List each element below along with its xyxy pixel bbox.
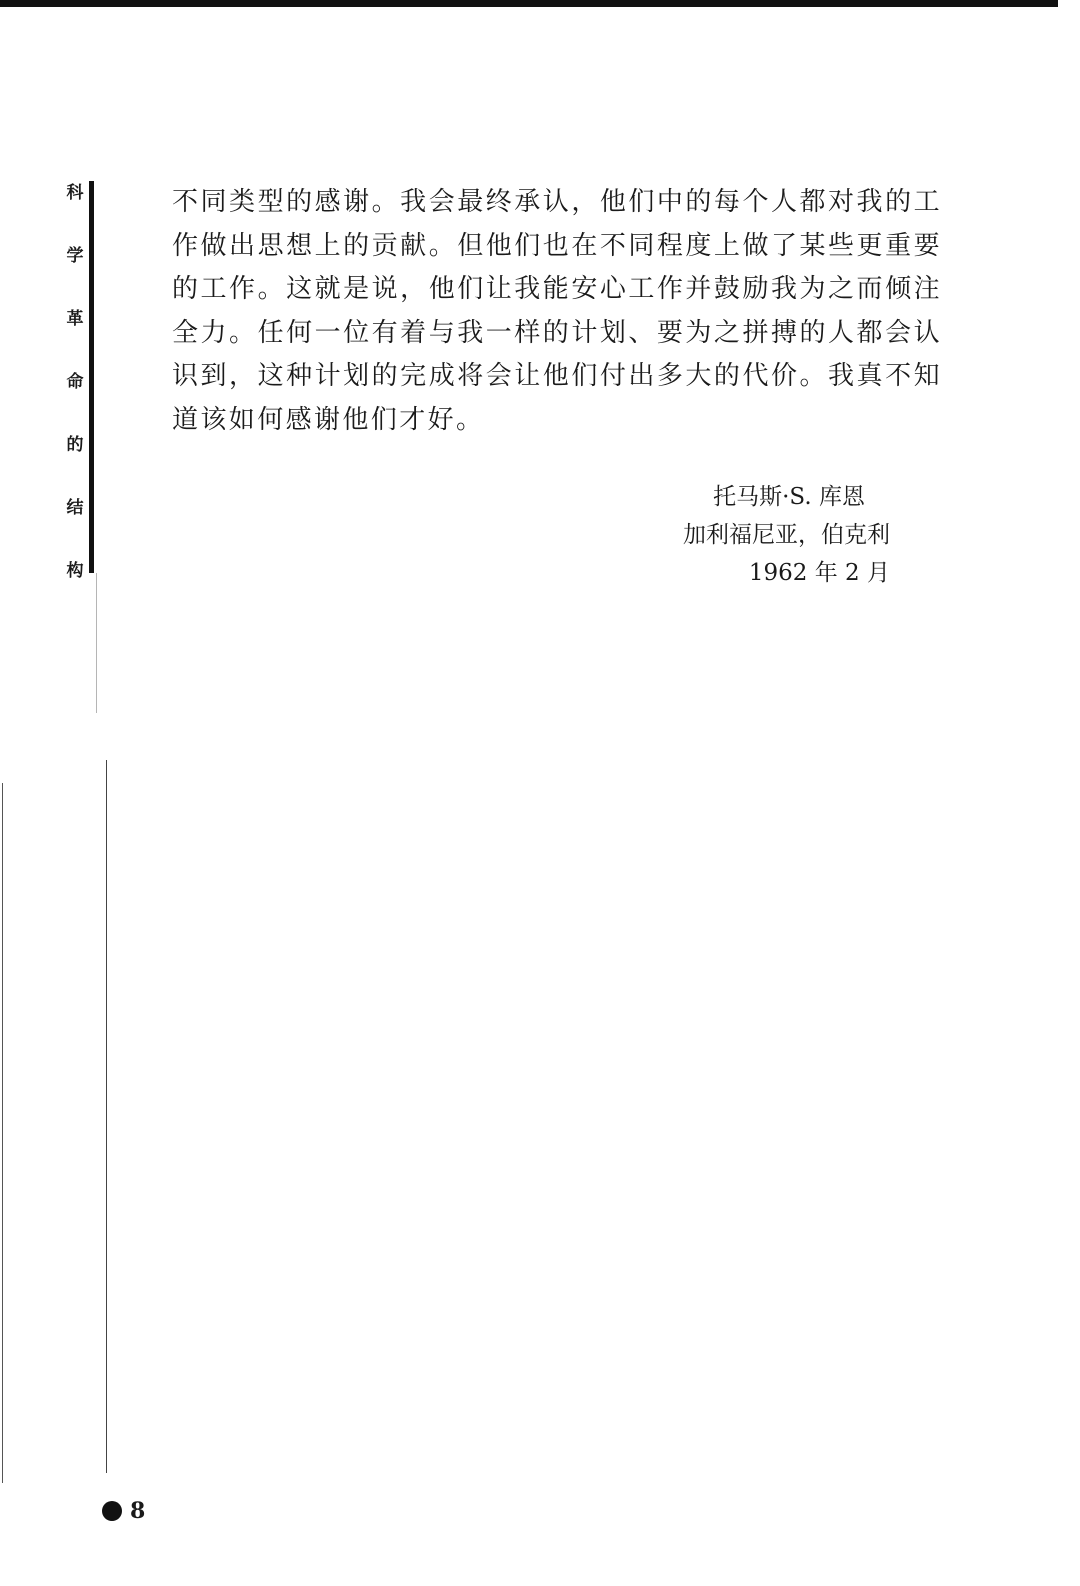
- running-title-char: 科: [66, 183, 84, 203]
- page-number: 8: [130, 1498, 146, 1524]
- page-footer: [102, 1498, 145, 1524]
- running-title-char: 命: [66, 372, 84, 392]
- page-bullet-icon: [102, 1501, 122, 1521]
- running-title-char: 革: [66, 309, 84, 329]
- signature-block: [683, 478, 890, 592]
- margin-rule: [96, 573, 97, 713]
- running-title-bar: [89, 181, 94, 573]
- running-title-vertical: [60, 178, 90, 619]
- running-title-char: 构: [66, 561, 84, 581]
- signature-name: 托马斯·S. 库恩: [713, 484, 865, 510]
- body-paragraph: 不同类型的感谢。我会最终承认，他们中的每个人都对我的工作做出思想上的贡献。但他们也在不同程度上做了某些更重要的工作。这就是说，他们让我能安心工作并鼓励我为之而倾注全力。任何一位有着与我一样的计划、要为之拼搏的人都会认识到，这种计划的完成将会让他们付出多大的代价。我真不知道该如何感谢他们才好。: [172, 187, 942, 435]
- running-title-char: 结: [66, 498, 84, 518]
- signature-place: 加利福尼亚，伯克利: [683, 522, 890, 548]
- signature-date: 1962 年 2 月: [748, 560, 890, 586]
- top-rule: [0, 0, 1058, 7]
- running-title-char: 学: [66, 246, 84, 266]
- page-edge-line: [2, 783, 3, 1483]
- margin-rule: [106, 760, 107, 1473]
- running-title-char: 的: [66, 435, 84, 455]
